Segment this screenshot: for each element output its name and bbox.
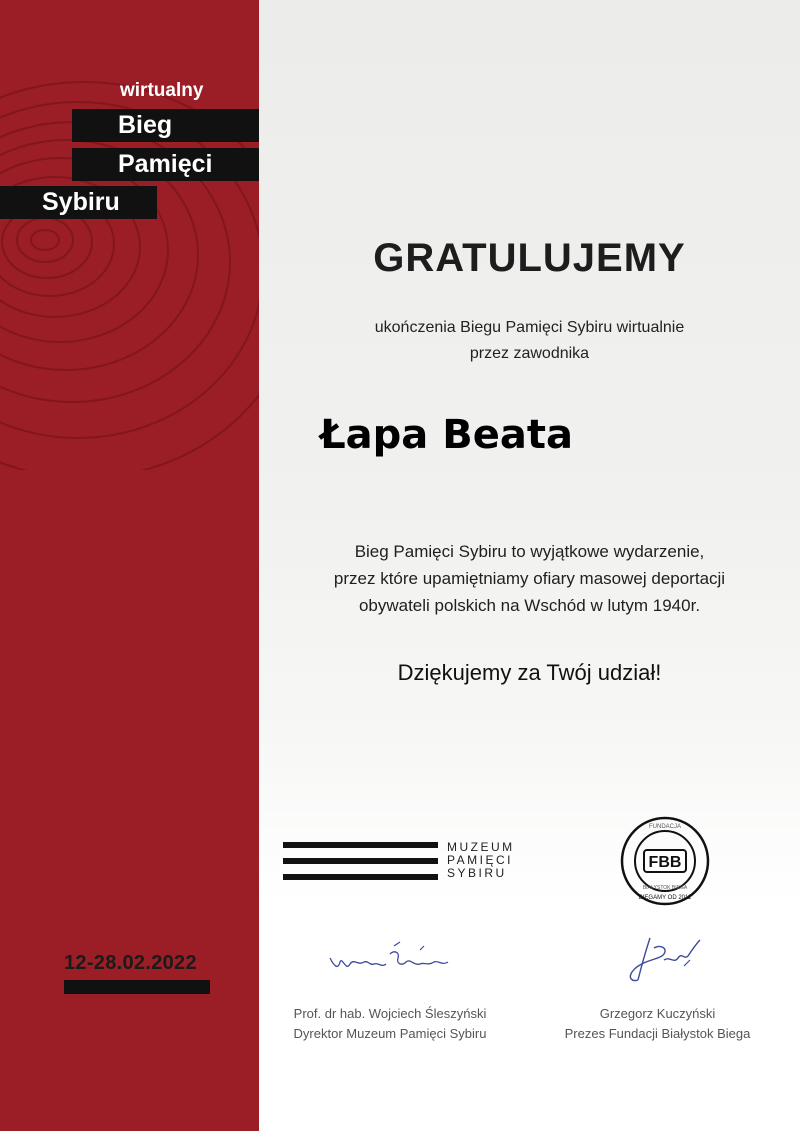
museum-logo-word: SYBIRU <box>447 866 507 880</box>
signer-role: Prezes Fundacji Białystok Biega <box>564 1026 751 1041</box>
museum-logo-lines <box>283 842 438 882</box>
description-line-1: Bieg Pamięci Sybiru to wyjątkowe wydarzenie, <box>354 542 705 561</box>
signer-name: Prof. dr hab. Wojciech Śleszyński <box>293 1006 487 1021</box>
signer-role: Dyrektor Muzeum Pamięci Sybiru <box>293 1026 487 1041</box>
signer-name: Grzegorz Kuczyński <box>599 1006 716 1021</box>
signature-president <box>620 930 710 988</box>
signature-director <box>320 936 460 986</box>
museum-logo-text <box>447 841 515 880</box>
description-line-2: przez które upamiętniamy ofiary masowej deportacji <box>333 569 726 588</box>
museum-logo-line <box>283 858 438 864</box>
fbb-logo <box>620 816 710 906</box>
museum-logo-word: PAMIĘCI <box>447 853 513 867</box>
signer-director <box>270 1004 510 1044</box>
event-title-bar-1: Bieg <box>72 109 259 142</box>
signer-president <box>540 1004 775 1044</box>
intro-line-2: przez zawodnika <box>469 345 590 362</box>
event-title-bar-2: Pamięci <box>72 148 259 181</box>
museum-logo-line <box>283 842 438 848</box>
fbb-logo-ring-mid: BIAŁYSTOK BIEGA <box>642 885 688 891</box>
museum-logo-word: MUZEUM <box>447 840 515 854</box>
museum-logo-line <box>283 874 438 880</box>
intro-line-1: ukończenia Biegu Pamięci Sybiru wirtualnie <box>374 319 685 336</box>
date-underline-bar <box>64 980 210 994</box>
tree-rings-pattern <box>0 0 259 470</box>
event-date: 12-28.02.2022 <box>64 952 197 974</box>
fbb-logo-letters: FBB <box>648 854 682 871</box>
fbb-logo-ring-bottom: BIEGAMY OD 2011 <box>638 895 692 901</box>
description-line-3: obywateli polskich na Wschód w lutym 1940r. <box>358 596 701 615</box>
intro-text <box>259 315 800 367</box>
event-label-virtual: wirtualny <box>120 80 204 101</box>
certificate-title: GRATULUJEMY <box>373 236 686 280</box>
event-description <box>259 538 800 619</box>
participant-name: Łapa Beata <box>320 412 573 458</box>
event-title-bar-3: Sybiru <box>0 186 157 219</box>
sidebar-panel <box>0 0 259 1131</box>
fbb-logo-ring-top: FUNDACJA <box>648 824 682 830</box>
thanks-text: Dziękujemy za Twój udział! <box>397 660 662 685</box>
